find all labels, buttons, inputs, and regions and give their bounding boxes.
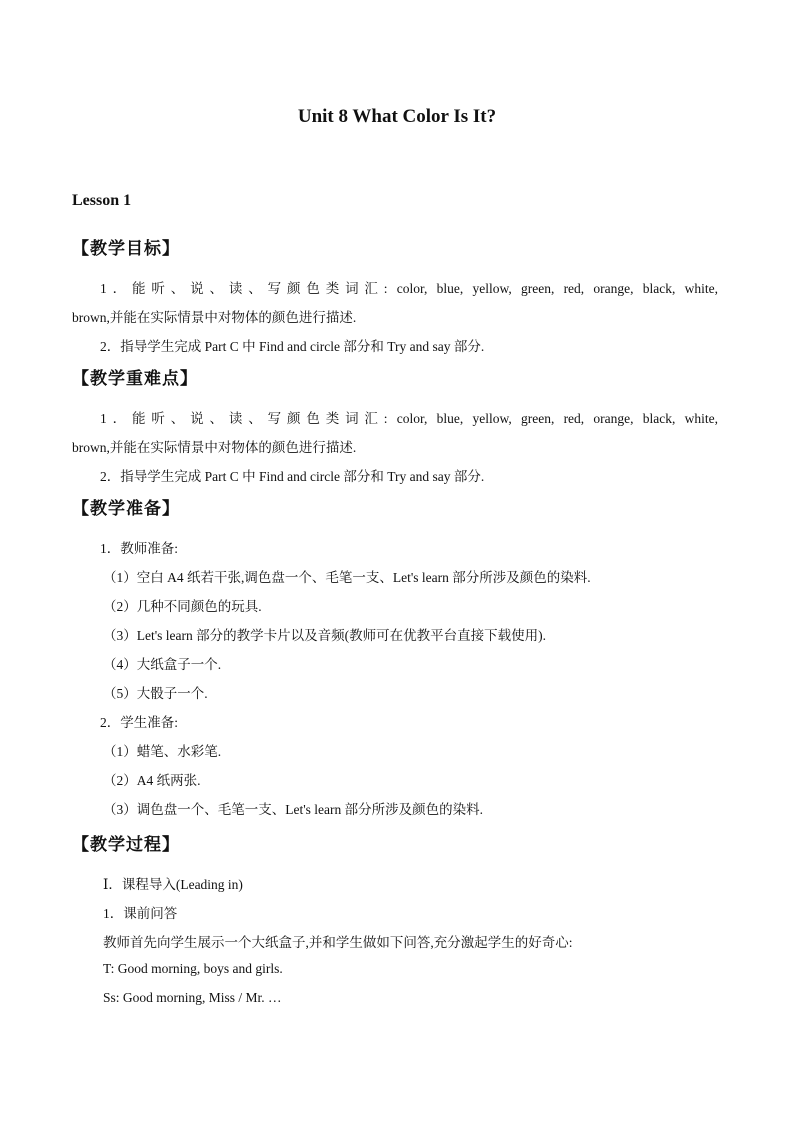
process-substep-1: 1．课前问答 xyxy=(103,906,178,921)
goal-item-1-line-2: brown,并能在实际情景中对物体的颜色进行描述. xyxy=(72,310,357,325)
process-step-1: Ⅰ．课程导入(Leading in) xyxy=(103,877,243,892)
prep-teacher-item-2: （2）几种不同颜色的玩具. xyxy=(103,599,262,614)
prep-teacher-item-1: （1）空白 A4 纸若干张,调色盘一个、毛笔一支、Let's learn 部分所涉及颜色的染料. xyxy=(103,570,591,585)
key-point-item-2: 2．指导学生完成 Part C 中 Find and circle 部分和 Try and say 部分. xyxy=(100,469,485,484)
prep-student-item-3: （3）调色盘一个、毛笔一支、Let's learn 部分所涉及颜色的染料. xyxy=(103,802,484,817)
prep-student-item-2: （2）A4 纸两张. xyxy=(103,773,201,788)
prep-teacher-item-3: （3）Let's learn 部分的教学卡片以及音频(教师可在优教平台直接下载使用). xyxy=(103,628,547,643)
document-title: Unit 8 What Color Is It? xyxy=(297,106,497,127)
section-heading-goals: 【教学目标】 xyxy=(72,239,180,258)
goal-item-2: 2．指导学生完成 Part C 中 Find and circle 部分和 Try and say 部分. xyxy=(100,339,485,354)
section-heading-prep: 【教学准备】 xyxy=(72,499,180,518)
dialogue-line-1: T: Good morning, boys and girls. xyxy=(103,961,283,976)
prep-student-heading: 2．学生准备: xyxy=(100,715,179,730)
prep-teacher-heading: 1．教师准备: xyxy=(100,541,179,556)
goal-item-1-line-1: 1．能听、说、读、写颜色类词汇: color, blue, yellow, green, red, orange, black, white, xyxy=(100,281,718,296)
prep-teacher-item-5: （5）大骰子一个. xyxy=(103,686,208,701)
prep-student-item-1: （1）蜡笔、水彩笔. xyxy=(103,744,222,759)
section-heading-process: 【教学过程】 xyxy=(72,835,180,854)
section-heading-key-points: 【教学重难点】 xyxy=(72,369,198,388)
prep-teacher-item-4: （4）大纸盒子一个. xyxy=(103,657,222,672)
key-point-item-1-line-1: 1．能听、说、读、写颜色类词汇: color, blue, yellow, green, red, orange, black, white, xyxy=(100,411,718,426)
lesson-heading: Lesson 1 xyxy=(72,192,132,209)
dialogue-line-2: Ss: Good morning, Miss / Mr. … xyxy=(103,990,282,1005)
key-point-item-1-line-2: brown,并能在实际情景中对物体的颜色进行描述. xyxy=(72,440,357,455)
process-description: 教师首先向学生展示一个大纸盒子,并和学生做如下问答,充分激起学生的好奇心: xyxy=(103,935,573,950)
